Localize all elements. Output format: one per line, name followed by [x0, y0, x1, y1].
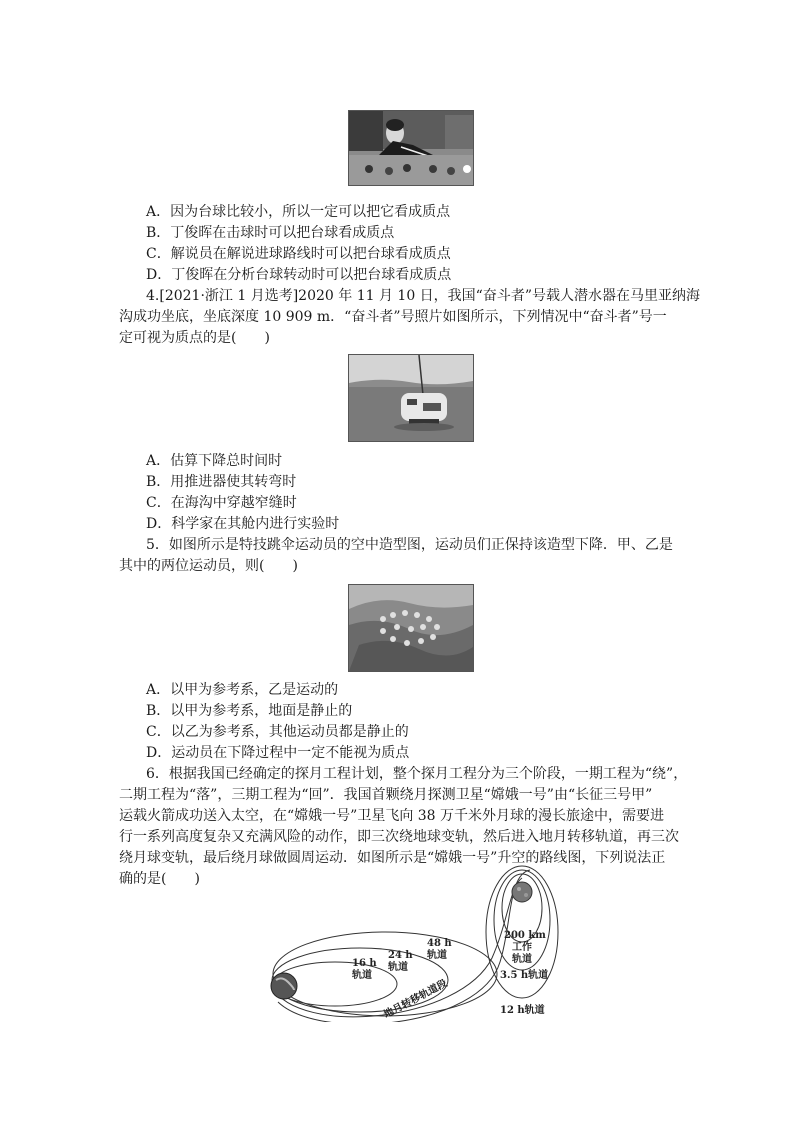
submersible-photo — [348, 354, 474, 442]
q6-stem-line-3: 运载火箭成功送入太空，在“嫦娥一号”卫星飞向 38 万千米外月球的漫长旅途中，需要进 — [119, 808, 665, 824]
q5-stem-line-2: 其中的两位运动员，则( ) — [119, 558, 298, 574]
label-200km-work: 工作 — [512, 942, 532, 953]
earth-icon — [271, 973, 297, 999]
snooker-photo — [348, 110, 474, 186]
q3-option-a: A．因为台球比较小，所以一定可以把它看成质点 — [146, 204, 451, 220]
label-48h: 48 h — [427, 938, 452, 949]
label-transfer-orbit: 地月转移轨道段 — [382, 978, 450, 1021]
q4-stem-line-2: 沟成功坐底，坐底深度 10 909 m．“奋斗者”号照片如图所示，下列情况中“奋斗者”号一 — [119, 309, 667, 325]
q6-stem-line-2: 二期工程为“落”，三期工程为“回”．我国首颗绕月探测卫星“嫦娥一号”由“长征三号甲” — [119, 787, 653, 803]
orbit-diagram — [260, 862, 570, 1022]
q5-option-a: A．以甲为参考系，乙是运动的 — [146, 682, 339, 698]
q4-stem-line-1: 4.[2021·浙江 1 月选考]2020 年 11 月 10 日，我国“奋斗者”号载人潜水器在马里亚纳海 — [146, 288, 700, 304]
skydivers-photo — [348, 584, 474, 672]
q5-option-d: D．运动员在下降过程中一定不能视为质点 — [146, 745, 410, 761]
transfer-trajectory — [272, 878, 522, 1017]
label-200km: 200 km — [504, 930, 546, 941]
q3-option-c: C．解说员在解说进球路线时可以把台球看成质点 — [146, 246, 451, 262]
label-16h: 16 h — [352, 958, 377, 969]
q4-option-d: D．科学家在其舱内进行实验时 — [146, 516, 340, 532]
label-16h-orbit: 轨道 — [352, 970, 372, 981]
label-3-5h: 3.5 h轨道 — [500, 970, 549, 981]
q4-stem-line-3: 定可视为质点的是( ) — [119, 330, 270, 346]
q4-option-a: A．估算下降总时间时 — [146, 453, 283, 469]
q5-option-b: B．以甲为参考系，地面是静止的 — [146, 703, 353, 719]
label-12h: 12 h轨道 — [500, 1005, 545, 1016]
q4-option-c: C．在海沟中穿越窄缝时 — [146, 495, 297, 511]
q6-stem-line-4: 行一系列高度复杂又充满风险的动作，即三次绕地球变轨，然后进入地月转移轨道，再三次 — [119, 829, 679, 845]
q5-stem-line-1: 5．如图所示是特技跳伞运动员的空中造型图，运动员们正保持该造型下降．甲、乙是 — [146, 537, 673, 553]
q5-option-c: C．以乙为参考系，其他运动员都是静止的 — [146, 724, 409, 740]
q6-stem-line-1: 6．根据我国已经确定的探月工程计划，整个探月工程分为三个阶段，一期工程为“绕”， — [146, 766, 688, 782]
label-24h-orbit: 轨道 — [388, 962, 408, 973]
q6-stem-line-6: 确的是( ) — [119, 871, 200, 887]
moon-icon — [512, 882, 532, 902]
q3-option-d: D．丁俊晖在分析台球转动时可以把台球看成质点 — [146, 267, 452, 283]
label-24h: 24 h — [388, 950, 413, 961]
label-48h-orbit: 轨道 — [427, 950, 447, 961]
q4-option-b: B．用推进器使其转弯时 — [146, 474, 297, 490]
q3-option-b: B．丁俊晖在击球时可以把台球看成质点 — [146, 225, 395, 241]
label-200km-orbit: 轨道 — [512, 954, 532, 965]
q6-stem-line-5: 绕月球变轨，最后绕月球做圆周运动．如图所示是“嫦娥一号”升空的路线图，下列说法正 — [119, 850, 666, 866]
